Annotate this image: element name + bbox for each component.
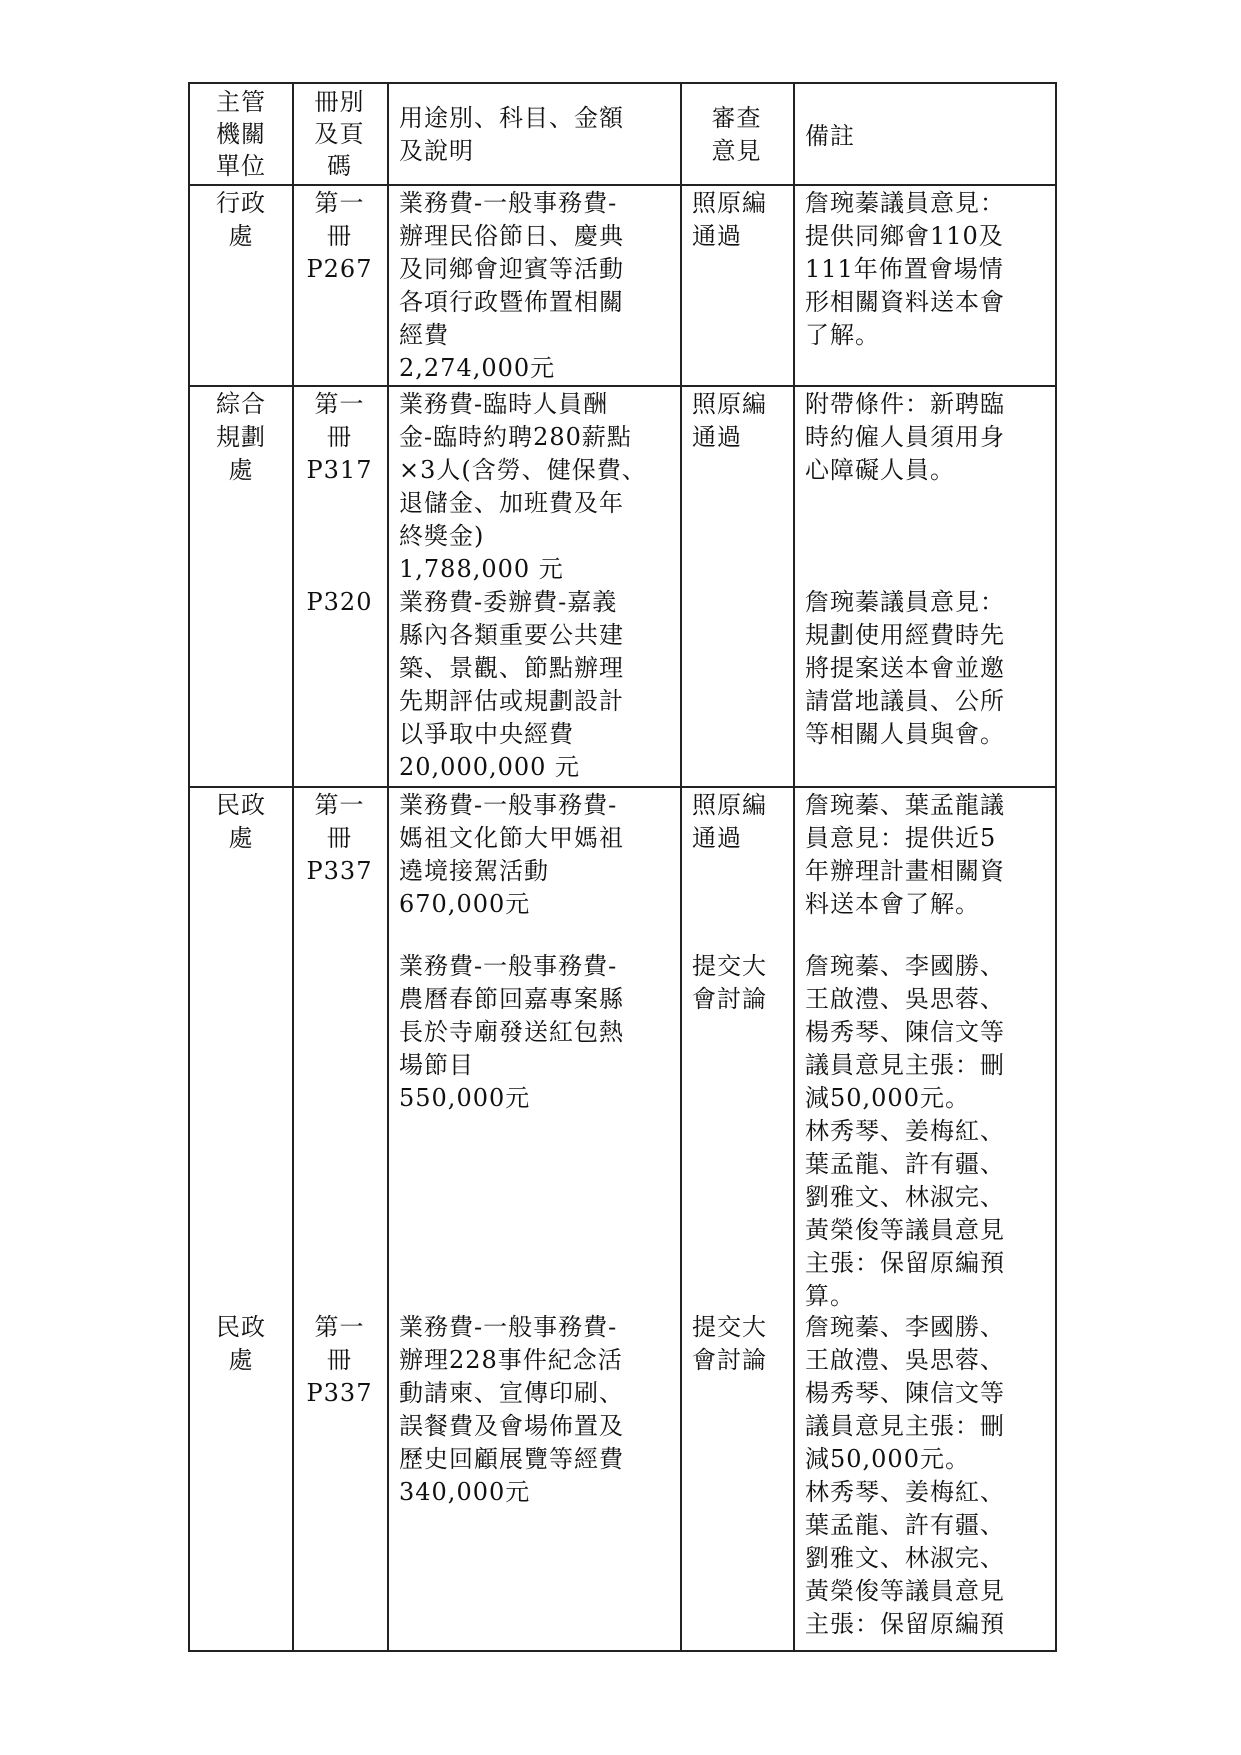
- row4-unit: 民政 處: [216, 791, 266, 852]
- row-divider: [190, 184, 1055, 186]
- column-divider: [387, 84, 389, 1650]
- row4-review: 照原編 通過: [692, 791, 767, 852]
- row3-description: 業務費-委辦費-嘉義 縣內各類重要公共建 築、景觀、節點辦理 先期評估或規劃設計 以爭取中央經費 20,000,000 元: [399, 588, 624, 781]
- column-divider: [680, 84, 682, 1650]
- row2-description: 業務費-臨時人員酬 金-臨時約聘280薪點 ×3人(含勞、健保費、 退儲金、加班費及年 終獎金) 1,788,000 元: [399, 390, 647, 583]
- row2-unit: 綜合 規劃 處: [216, 390, 266, 484]
- row6-unit: 民政 處: [216, 1313, 266, 1374]
- row4-description: 業務費-一般事務費- 媽祖文化節大甲媽祖 遶境接駕活動 670,000元: [399, 791, 624, 918]
- row5-review: 提交大 會討論: [692, 952, 767, 1013]
- header-unit: 主管 機關 單位: [216, 88, 266, 180]
- row-divider: [190, 385, 1055, 387]
- row6-remarks: 詹琬蓁、李國勝、 王啟澧、吳思蓉、 楊秀琴、陳信文等 議員意見主張：刪 減50,000元。 林秀琴、姜梅紅、 葉孟龍、許有疆、 劉雅文、林淑完、 黃榮俊等議員意見 主張：保留原編預: [805, 1313, 1005, 1638]
- budget-review-table: [188, 82, 1057, 1652]
- row5-description: 業務費-一般事務費- 農曆春節回嘉專案縣 長於寺廟發送紅包熱 場節目 550,000元: [399, 952, 624, 1112]
- row1-review: 照原編 通過: [692, 189, 767, 250]
- row3-volume: P320: [306, 588, 373, 616]
- row4-remarks: 詹琬蓁、葉孟龍議 員意見：提供近5 年辦理計畫相關資 料送本會了解。: [805, 791, 1005, 918]
- row-divider: [190, 786, 1055, 788]
- header-review: 審查 意見: [711, 104, 762, 165]
- row2-remarks: 附帶條件：新聘臨 時約僱人員須用身 心障礙人員。: [805, 390, 1005, 484]
- column-divider: [793, 84, 795, 1650]
- row6-volume: 第一 冊 P337: [306, 1313, 373, 1407]
- row2-volume: 第一 冊 P317: [306, 390, 373, 484]
- row5-remarks: 詹琬蓁、李國勝、 王啟澧、吳思蓉、 楊秀琴、陳信文等 議員意見主張：刪 減50,000元。 林秀琴、姜梅紅、 葉孟龍、許有疆、 劉雅文、林淑完、 黃榮俊等議員意見 主張：保留原編預 算。: [805, 952, 1005, 1310]
- row1-remarks: 詹琬蓁議員意見： 提供同鄉會110及 111年佈置會場情 形相關資料送本會 了解。: [805, 189, 1005, 349]
- row1-description: 業務費-一般事務費- 辦理民俗節日、慶典 及同鄉會迎賓等活動 各項行政暨佈置相關 經費 2,274,000元: [399, 189, 624, 382]
- header-description: 用途別、科目、金額 及說明: [399, 104, 624, 165]
- row6-description: 業務費-一般事務費- 辦理228事件紀念活 動請柬、宣傳印刷、 誤餐費及會場佈置及 歷史回顧展覽等經費 340,000元: [399, 1313, 624, 1506]
- row6-review: 提交大 會討論: [692, 1313, 767, 1374]
- row2-review: 照原編 通過: [692, 390, 767, 451]
- row1-unit: 行政 處: [216, 189, 266, 250]
- header-remarks: 備註: [805, 122, 855, 150]
- row4-volume: 第一 冊 P337: [306, 791, 373, 885]
- row1-volume: 第一 冊 P267: [306, 189, 373, 283]
- header-volume: 冊別 及頁 碼: [314, 88, 365, 180]
- row3-remarks: 詹琬蓁議員意見： 規劃使用經費時先 將提案送本會並邀 請當地議員、公所 等相關人員與會。: [805, 588, 1005, 748]
